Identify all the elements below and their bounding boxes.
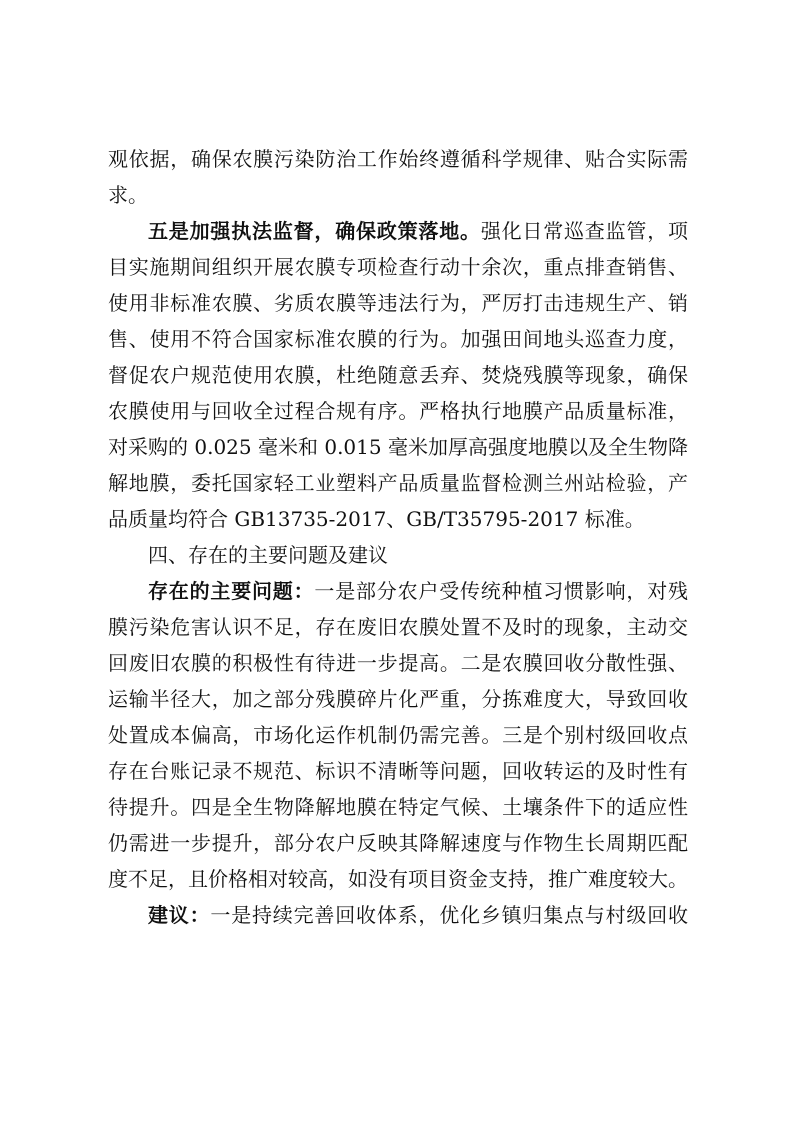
paragraph-line: [108, 861, 688, 897]
line-text: 处置成本偏高，市场化运作机制仍需完善。三是个别村级回收点: [108, 723, 688, 747]
line-text: 度不足，且价格相对较高，如没有项目资金支持，推广难度较大。: [108, 867, 688, 891]
paragraph-line: [108, 393, 688, 429]
section-heading-text: 四、存在的主要问题及建议: [148, 543, 388, 567]
paragraph-line: [108, 609, 688, 645]
paragraph-lead-bold: 建议：: [148, 903, 211, 927]
paragraph-line: [108, 897, 688, 933]
paragraph-line: [108, 789, 688, 825]
line-text: 解地膜，委托国家轻工业塑料产品质量监督检测兰州站检验，产: [108, 471, 688, 495]
section-heading: [108, 537, 688, 573]
paragraph-lead-bold: 存在的主要问题：: [148, 579, 315, 603]
line-text: 观依据，确保农膜污染防治工作始终遵循科学规律、贴合实际需: [108, 147, 688, 171]
paragraph-line: [108, 573, 688, 609]
paragraph-line: [108, 429, 688, 465]
paragraph-line: [108, 681, 688, 717]
line-text: 品质量均符合 GB13735-2017、GB/T35795-2017 标准。: [108, 507, 645, 531]
line-text: 督促农户规范使用农膜，杜绝随意丢弃、焚烧残膜等现象，确保: [108, 363, 688, 387]
paragraph-line: [108, 645, 688, 681]
paragraph-line: [108, 177, 688, 213]
line-text: 求。: [108, 183, 148, 207]
line-text: 一是持续完善回收体系，优化乡镇归集点与村级回收: [210, 903, 688, 927]
paragraph-line: [108, 825, 688, 861]
line-text: 使用非标准农膜、劣质农膜等违法行为，严厉打击违规生产、销: [108, 291, 688, 315]
paragraph-line: [108, 465, 688, 501]
line-text: 运输半径大，加之部分残膜碎片化严重，分拣难度大，导致回收: [108, 687, 688, 711]
line-text: 仍需进一步提升，部分农户反映其降解速度与作物生长周期匹配: [108, 831, 688, 855]
line-text: 膜污染危害认识不足，存在废旧农膜处置不及时的现象，主动交: [108, 615, 688, 639]
line-text: 对采购的 0.025 毫米和 0.015 毫米加厚高强度地膜以及全生物降: [108, 435, 688, 459]
line-text: 待提升。四是全生物降解地膜在特定气候、土壤条件下的适应性: [108, 795, 688, 819]
paragraph-line: [108, 213, 688, 249]
paragraph-line: [108, 141, 688, 177]
paragraph-line: [108, 321, 688, 357]
paragraph-line: [108, 501, 688, 537]
line-text: 一是部分农户受传统种植习惯影响，对残: [314, 579, 688, 603]
document-page: [108, 141, 688, 933]
line-text: 存在台账记录不规范、标识不清晰等问题，回收转运的及时性有: [108, 759, 688, 783]
paragraph-line: [108, 753, 688, 789]
paragraph-lead-bold: 五是加强执法监督，确保政策落地。: [148, 219, 481, 243]
paragraph-line: [108, 285, 688, 321]
line-text: 农膜使用与回收全过程合规有序。严格执行地膜产品质量标准，: [108, 399, 688, 423]
line-text: 目实施期间组织开展农膜专项检查行动十余次，重点排查销售、: [108, 255, 688, 279]
paragraph-line: [108, 249, 688, 285]
line-text: 强化日常巡查监管，项: [480, 219, 688, 243]
line-text: 售、使用不符合国家标准农膜的行为。加强田间地头巡查力度，: [108, 327, 688, 351]
paragraph-line: [108, 357, 688, 393]
line-text: 回废旧农膜的积极性有待进一步提高。二是农膜回收分散性强、: [108, 651, 688, 675]
paragraph-line: [108, 717, 688, 753]
